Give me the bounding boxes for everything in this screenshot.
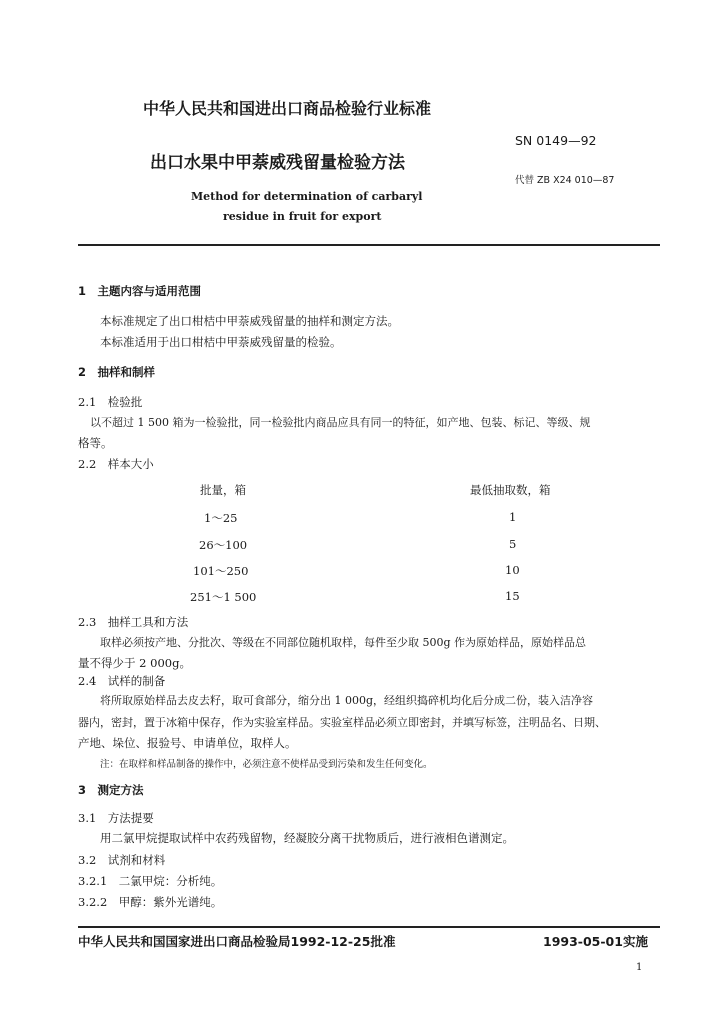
section-2-heading: 2 抽样和制样 (78, 365, 156, 379)
subsection-2-1-heading: 2.1 检验批 (78, 395, 143, 409)
subsection-3-2-heading: 3.2 试剂和材料 (78, 853, 166, 867)
table-cell-min: 1 (509, 510, 517, 524)
subsection-3-1-heading: 3.1 方法提要 (78, 811, 154, 825)
document-title: 出口水果中甲萘威残留量检验方法 (150, 153, 405, 173)
item-3-2-2: 3.2.2 甲醇：紫外光谱纯。 (78, 895, 223, 909)
standard-number: SN 0149—92 (515, 133, 597, 148)
subsection-2-3-heading: 2.3 抽样工具和方法 (78, 615, 189, 629)
table-cell-batch: 1～25 (204, 511, 238, 525)
header-rule (78, 244, 660, 246)
subsection-3-1-text: 用二氯甲烷提取试样中农药残留物，经凝胶分离干扰物质后，进行液相色谱测定。 (100, 831, 514, 845)
subsection-2-1-line-1: 以不超过 1 500 箱为一检验批，同一检验批内商品应具有同一的特征，如产地、包装、标记、等级、规 (90, 416, 591, 429)
subsection-2-3-line-2: 量不得少于 2 000g。 (78, 656, 191, 670)
subsection-2-3-line-1: 取样必须按产地、分批次、等级在不同部位随机取样，每件至少取 500g 作为原始样品，原始样品总 (100, 636, 587, 649)
issuing-authority: 中华人民共和国国家进出口商品检验局1992-12-25批准 (78, 934, 396, 949)
subsection-2-1-line-2: 格等。 (78, 436, 113, 450)
english-title-line-2: residue in fruit for export (223, 210, 382, 223)
table-cell-min: 5 (509, 537, 517, 551)
subsection-2-4-line-3: 产地、垛位、报验号、申请单位，取样人。 (78, 736, 297, 750)
subsection-2-4-heading: 2.4 试样的制备 (78, 674, 166, 688)
table-cell-batch: 101～250 (193, 564, 249, 578)
sampling-note: 注：在取样和样品制备的操作中，必须注意不使样品受到污染和发生任何变化。 (100, 759, 433, 770)
item-3-2-1: 3.2.1 二氯甲烷：分析纯。 (78, 874, 223, 888)
section-1-paragraph-2: 本标准适用于出口柑桔中甲萘威残留量的检验。 (100, 335, 342, 349)
table-cell-batch: 26～100 (199, 538, 248, 552)
section-1-heading: 1 主题内容与适用范围 (78, 284, 202, 298)
table-header-min-samples: 最低抽取数，箱 (470, 483, 551, 497)
replaces-standard: 代替 ZB X24 010—87 (515, 175, 615, 186)
page-number: 1 (636, 962, 643, 973)
section-3-heading: 3 测定方法 (78, 783, 144, 797)
table-cell-min: 15 (505, 589, 520, 603)
table-cell-batch: 251～1 500 (190, 590, 257, 604)
table-header-batch: 批量，箱 (200, 483, 246, 497)
english-title-line-1: Method for determination of carbaryl (191, 190, 423, 203)
effective-date: 1993-05-01实施 (543, 934, 648, 949)
subsection-2-2-heading: 2.2 样本大小 (78, 457, 154, 471)
footer-rule (78, 926, 660, 928)
subsection-2-4-line-1: 将所取原始样品去皮去籽，取可食部分，缩分出 1 000g，经组织捣碎机均化后分成二份，装入洁净容 (100, 694, 594, 707)
section-1-paragraph-1: 本标准规定了出口柑桔中甲萘威残留量的抽样和测定方法。 (100, 314, 399, 328)
table-cell-min: 10 (505, 563, 520, 577)
org-title: 中华人民共和国进出口商品检验行业标准 (143, 99, 432, 118)
subsection-2-4-line-2: 器内，密封，置于冰箱中保存，作为实验室样品。实验室样品必须立即密封，并填写标签，注明品名、日期、 (78, 716, 606, 729)
